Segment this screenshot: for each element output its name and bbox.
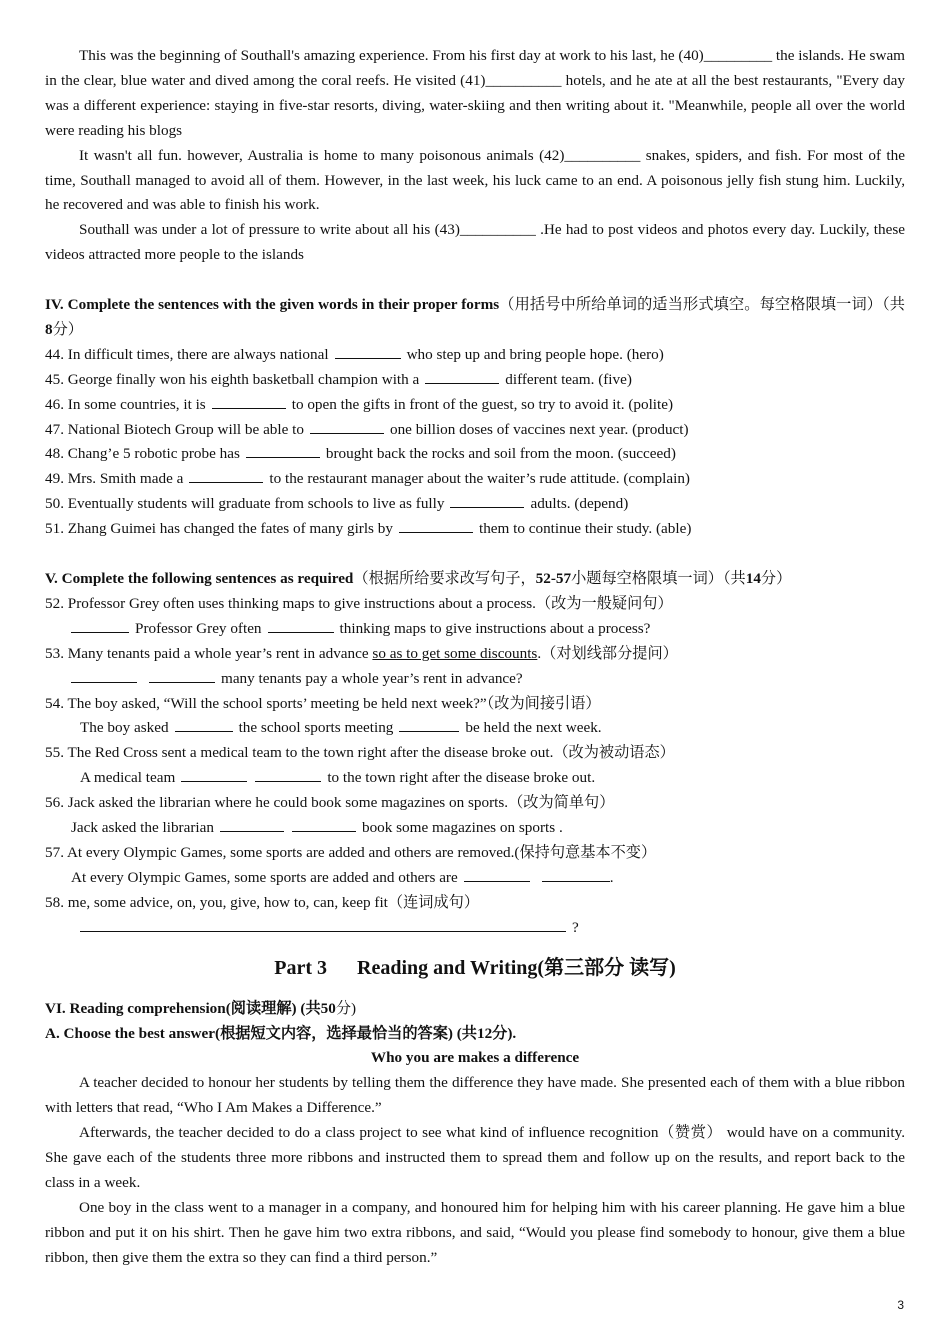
question-text: 51. Zhang Guimei has changed the fates of many girls by [45,520,393,538]
question-text: .（对划线部分提问） [537,644,678,662]
section-vi-heading [45,997,905,1022]
question-58: 58. me, some advice, on, you, give, how to, can, keep fit（连词成句） [45,893,480,911]
answer-blank[interactable] [189,467,263,483]
section-title: V. Complete the following sentences as required [45,570,354,587]
answer-text: many tenants pay a whole year’s rent in advance? [221,669,523,687]
answer-blank[interactable] [425,368,499,384]
question-48 [45,442,905,467]
page-number: 3 [897,1298,904,1312]
subsection-title: A. Choose the best answer(根据短文内容，选择最恰当的答案) (共 [45,1024,477,1042]
question-text: 49. Mrs. Smith made a [45,470,184,488]
answer-blank[interactable] [255,766,321,782]
answer-blank[interactable] [450,492,524,508]
question-49 [45,467,905,492]
points-tail: 分) [335,999,357,1017]
points-tail: 分） [760,570,792,587]
answer-text: Professor Grey often [135,619,262,637]
answer-blank[interactable] [268,617,334,633]
section-title: IV. Complete the sentences with the given words in their proper forms [45,296,500,314]
answer-blank[interactable] [71,617,129,633]
answer-text: At every Olympic Games, some sports are added and others are [71,868,458,886]
points: 50 [320,999,336,1017]
question-text: 48. Chang’e 5 robotic probe has [45,445,240,463]
question-57: 57. At every Olympic Games, some sports are added and others are removed.(保持句意基本不变） [45,843,657,861]
question-text: 47. National Biotech Group will be able to [45,420,304,438]
question-45 [45,368,905,393]
answer-text: ? [572,918,579,936]
answer-blank[interactable] [149,667,215,683]
question-46 [45,393,905,418]
answer-line-55 [45,766,905,791]
question-text: adults. (depend) [530,495,629,513]
question-56: 56. Jack asked the librarian where he could book some magazines on sports.（改为简单句） [45,794,615,812]
question-text: 45. George finally won his eighth basketball champion with a [45,370,420,388]
question-text: to the restaurant manager about the waiter’s rude attitude. (complain) [269,470,690,488]
points: 14 [745,570,761,587]
points: 8 [45,320,53,338]
answer-text: A medical team [80,769,176,787]
question-text: brought back the rocks and soil from the moon. (succeed) [325,445,676,463]
part-heading [45,953,905,983]
answer-blank[interactable] [181,766,247,782]
answer-line-58 [45,916,905,941]
paragraph: One boy in the class went to a manager in a company, and honoured him for helping him with his career planning. He gave him a blue ribbon and put it on his shirt. Then he gave him two extra ribbons, and said, “Would you please find somebody to honour, give them a blue ribbon, then give them the extra so they can find a third person.” [45,1198,905,1266]
answer-text: The boy asked [80,719,169,737]
paragraph: It wasn't all fun. however, Australia is home to many poisonous animals (42)__________ snakes, spiders, and fish. For most of the time, Southall managed to avoid all of them. However, in the last week, his luck came to an end. A poisonous jelly fish stung him. Luckily, he recovered and was able to finish his work. [45,146,905,214]
answer-line-57 [45,866,905,891]
answer-blank[interactable] [464,866,530,882]
section-iv-heading [45,293,905,343]
section-title-cn: 小题每空格限填一词）（共 [571,570,746,587]
section-title-cn: （根据所给要求改写句子， [353,570,536,587]
question-47 [45,418,905,443]
answer-text: Jack asked the librarian [71,819,214,837]
question-text: 46. In some countries, it is [45,395,206,413]
answer-line-53 [45,667,905,692]
question-53 [45,642,905,667]
question-text: who step up and bring people hope. (hero) [406,345,664,363]
question-text: one billion doses of vaccines next year. (product) [389,420,689,438]
answer-blank[interactable] [335,343,401,359]
answer-blank[interactable] [399,716,459,732]
points-tail: 分） [52,320,83,338]
question-text: 50. Eventually students will graduate from schools to live as fully [45,495,445,513]
answer-blank[interactable] [292,816,356,832]
answer-blank[interactable] [542,866,610,882]
question-text: 53. Many tenants paid a whole year’s rent in advance [45,644,369,662]
points-tail: 分). [492,1024,517,1042]
subsection-a-heading [45,1022,905,1047]
answer-blank[interactable] [246,442,320,458]
question-text: to open the gifts in front of the guest, so try to avoid it. (polite) [291,395,674,413]
question-text: different team. (five) [505,370,632,388]
answer-blank[interactable] [71,667,137,683]
answer-blank[interactable] [212,393,286,409]
answer-blank[interactable] [399,517,473,533]
answer-line-56 [45,816,905,841]
part-title: Reading and Writing(第三部分 读写) [357,956,676,979]
passage-title: Who you are makes a difference [370,1049,580,1067]
section-title: VI. Reading comprehension(阅读理解) (共 [45,999,321,1017]
answer-text: the school sports meeting [238,719,394,737]
underlined-part: so as to get some discounts [372,644,538,662]
question-44 [45,343,905,368]
answer-text: to the town right after the disease broke out. [327,769,596,787]
paragraph: Southall was under a lot of pressure to write about all his (43)__________ .He had to post videos and photos every day. Luckily, these videos attracted more people to the islands [45,221,905,264]
answer-line-52 [45,617,905,642]
answer-blank[interactable] [310,418,384,434]
question-range: 52-57 [535,570,572,587]
answer-text: thinking maps to give instructions about a process? [339,619,651,637]
question-text: them to continue their study. (able) [478,520,692,538]
answer-text: . [609,868,614,886]
question-54: 54. The boy asked, “Will the school sports’ meeting be held next week?”（改为间接引语） [45,694,601,712]
question-55: 55. The Red Cross sent a medical team to the town right after the disease broke out.（改为被动语态） [45,744,675,762]
answer-text: book some magazines on sports . [361,819,563,837]
part-label: Part 3 [274,956,327,979]
question-text: 44. In difficult times, there are always national [45,345,329,363]
question-52: 52. Professor Grey often uses thinking maps to give instructions about a process.（改为一般疑问句） [45,594,673,612]
answer-text: be held the next week. [465,719,602,737]
document-page [45,44,905,1271]
points: 12 [476,1024,493,1042]
section-title-cn: （用括号中所给单词的适当形式填空。每空格限填一词）（共 [499,296,905,314]
paragraph: Afterwards, the teacher decided to do a class project to see what kind of influence recognition（赞赏） would have on a community. She gave each of the students three more ribbons and instructed them to spread them and follow up on the results, and report back to the class in a week. [45,1124,905,1191]
paragraph: A teacher decided to honour her students by telling them the difference they have made. She presented each of them with a blue ribbon with letters that read, “Who I Am Makes a Difference.” [45,1074,905,1117]
paragraph: This was the beginning of Southall's amazing experience. From his first day at work to his last, he (40)_________ the islands. He swam in the clear, blue water and dived among the coral reefs. He visited (41)__________ hotels, and he ate at all the best restaurants, "Every day was a different experience: staying in five-star resorts, diving, water-skiing and then writing about it. "Meanwhile, people all over the world were reading his blogs [45,47,905,139]
answer-line-54 [45,716,905,741]
answer-blank[interactable] [220,816,284,832]
answer-blank[interactable] [80,916,566,932]
answer-blank[interactable] [175,716,233,732]
section-v-heading [45,567,905,592]
question-51 [45,517,905,542]
question-50 [45,492,905,517]
